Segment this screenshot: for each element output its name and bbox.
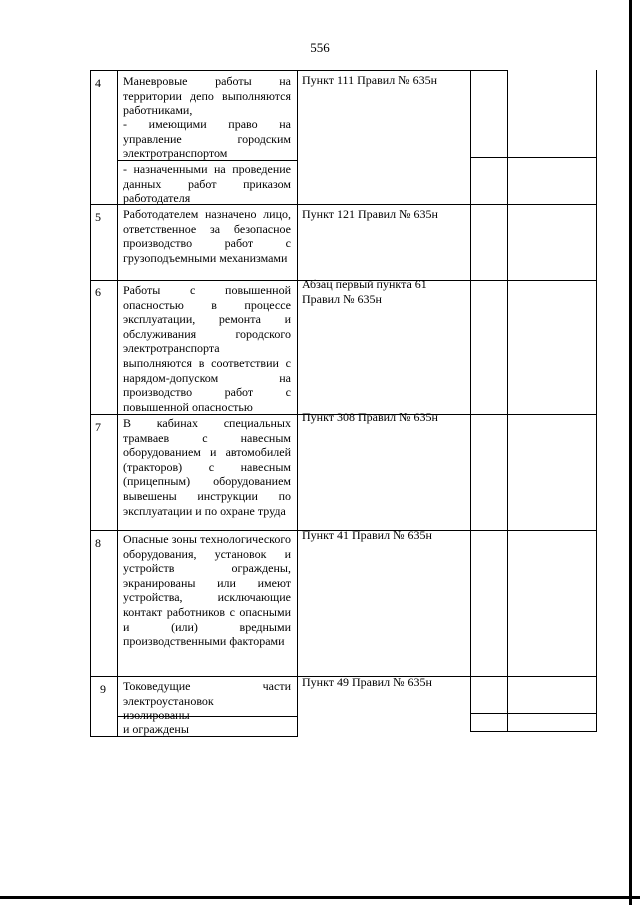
table-border-top (90, 70, 507, 71)
requirement-sub-item: - имеющими право на управление городским электротранспортом (123, 117, 291, 161)
column-divider (507, 70, 508, 732)
column-divider (117, 70, 118, 737)
requirement-text: Опасные зоны технологического оборудования, установок и устройств ограждены, экранированы или имеют устройства, исключающие контакт работников с опасными и (или) вредными производственными факторами (123, 532, 291, 649)
column-divider (470, 70, 471, 732)
legal-reference: Пункт 111 Правил № 635н (302, 73, 438, 87)
subrow-divider (470, 713, 597, 714)
requirement-text: Работы с повышенной опасностью в процессе эксплуатации, ремонта и обслуживания городского электротранспорта выполняются в соответствии с нарядом-допуском на производство работ с повышенной опасностью (123, 283, 291, 414)
legal-reference: Пункт 121 Правил № 635н (302, 207, 438, 221)
checklist-table (90, 70, 597, 738)
requirement-text: Работодателем назначено лицо, ответственное за безопасное производство работ с грузоподъемными механизмами (123, 207, 291, 265)
row-number: 7 (95, 420, 101, 434)
row-number: 5 (95, 210, 101, 224)
requirement-sub-item: - назначенными на проведение данных работ приказом работодателя (123, 162, 291, 206)
requirement-sub-item: изолированы (123, 708, 190, 722)
row-number: 8 (95, 536, 101, 550)
requirement-text: В кабинах специальных трамваев с навесным оборудованием и автомобилей (тракторов) с навесным (прицепным) оборудованием вывешены инструкции по эксплуатации и по охране труда (123, 416, 291, 518)
legal-reference: Пункт 49 Правил № 635н (302, 675, 432, 689)
row-number: 9 (100, 682, 106, 696)
legal-reference: Пункт 41 Правил № 635н (302, 528, 432, 542)
legal-reference: Пункт 308 Правил № 635н (302, 410, 438, 424)
subrow-divider (470, 157, 597, 158)
requirement-sub-item: и ограждены (123, 722, 189, 736)
row-number: 4 (95, 76, 101, 90)
column-divider (297, 70, 298, 737)
table-border-bottom (470, 731, 597, 732)
requirement-text: Токоведущие части электроустановок (123, 679, 291, 708)
table-border-right (596, 70, 597, 732)
requirement-text: Маневровые работы на территории депо выполняются работниками, (123, 74, 291, 118)
row-number: 6 (95, 285, 101, 299)
page-edge-bottom (0, 896, 640, 899)
page-edge-right (629, 0, 632, 905)
page-number: 556 (310, 40, 330, 55)
table-border-left (90, 70, 91, 737)
legal-reference: Абзац первый пункта 61 Правил № 635н (302, 277, 427, 306)
